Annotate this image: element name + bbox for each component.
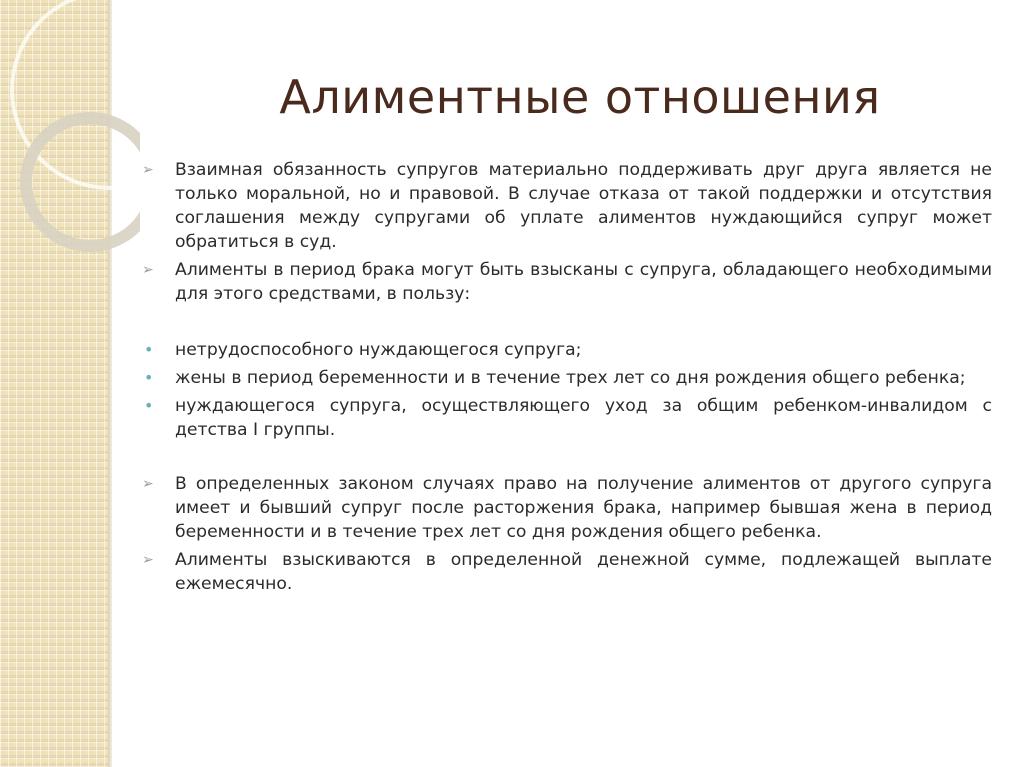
list-item-text: Взаимная обязанность супругов материально поддерживать друг друга является не только моральной, но и правовой. В случае отказа от такой поддержки и отсутствия соглашения между супругами об уплате алиментов нуждающийся супруг может обратиться в суд.: [175, 160, 992, 252]
list-item: [142, 258, 992, 306]
list-item: [142, 338, 992, 362]
list-item-text: нетрудоспособного нуждающегося супруга;: [175, 340, 582, 360]
list-item-text: нуждающегося супруга, осуществляющего уход за общим ребенком-инвалидом с детства I группы.: [175, 396, 992, 440]
dot-bullet-icon: •: [144, 340, 154, 359]
list-item: [142, 158, 992, 254]
list-item: [142, 548, 992, 596]
arrow-bullet-icon: ➢: [142, 552, 154, 568]
slide-title: Алиментные отношения: [279, 70, 881, 124]
arrow-bullet-icon: ➢: [142, 476, 154, 492]
list-item: [142, 394, 992, 442]
dot-bullet-icon: •: [144, 396, 154, 415]
list-item-text: Алименты в период брака могут быть взысканы с супруга, обладающего необходимыми для этого средствами, в пользу:: [175, 260, 992, 304]
list-item-text: Алименты взыскиваются в определенной денежной сумме, подлежащей выплате ежемесячно.: [175, 550, 992, 594]
arrow-bullet-icon: ➢: [142, 262, 154, 278]
arrow-bullet-icon: ➢: [142, 162, 154, 178]
list-item: [142, 472, 992, 544]
dot-bullet-icon: •: [144, 368, 154, 387]
list-item: [142, 366, 992, 390]
list-item-text: В определенных законом случаях право на получение алиментов от другого супруга имеет и бывший супруг после расторжения брака, например бывшая жена в период беременности и в течение трех лет со дня рождения общего ребенка.: [175, 474, 992, 542]
decorative-ring-small: [26, 118, 140, 246]
slide-body: [142, 158, 992, 596]
decorative-rings: [0, 0, 140, 260]
list-item-text: жены в период беременности и в течение трех лет со дня рождения общего ребенка;: [175, 368, 966, 388]
